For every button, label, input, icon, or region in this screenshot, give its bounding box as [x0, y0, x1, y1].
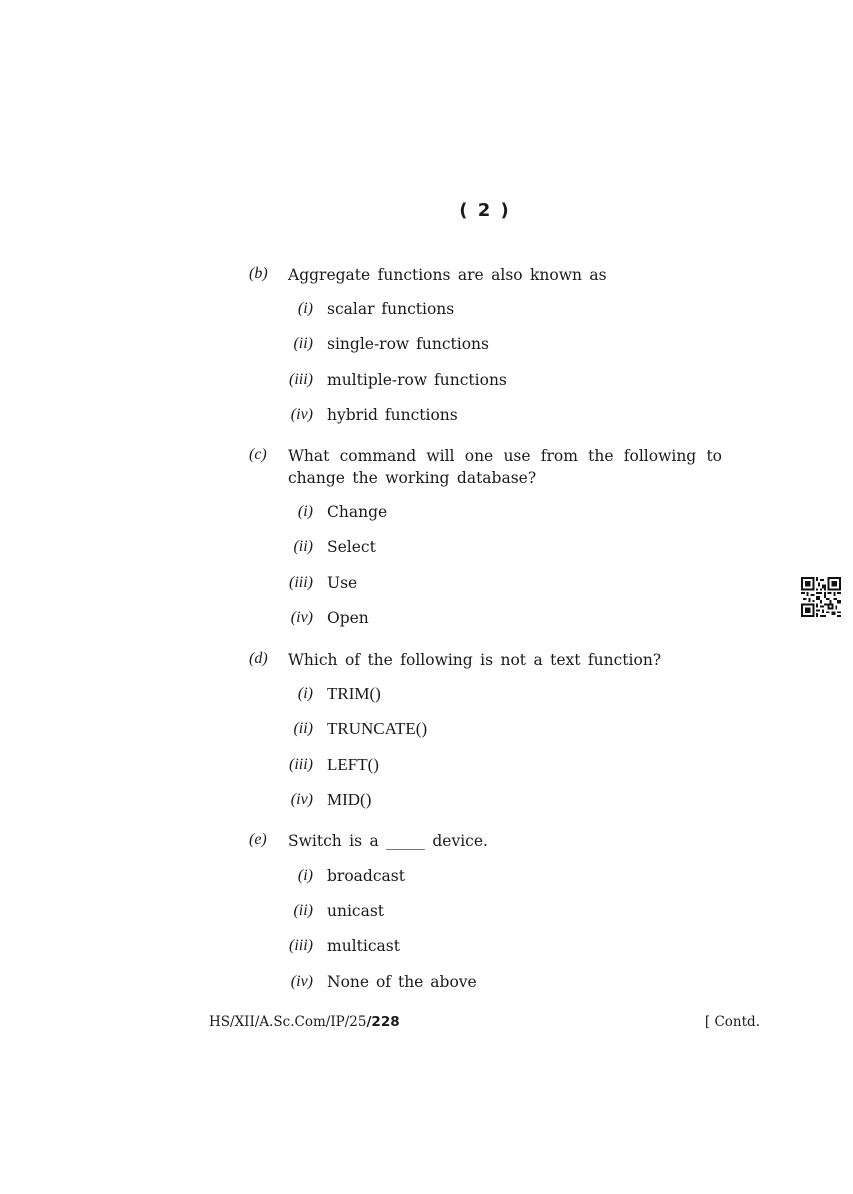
continued-note: [ Contd. [704, 1014, 760, 1030]
option-text: Change [327, 503, 388, 521]
option-label: (iv) [290, 791, 313, 808]
paper-code [209, 1014, 400, 1030]
option-text: LEFT() [327, 755, 379, 774]
option-label: (iv) [290, 609, 313, 626]
option-text: Open [327, 609, 369, 627]
option-text: single-row functions [327, 335, 489, 353]
option-text: None of the above [327, 973, 477, 991]
option-label: (i) [297, 300, 313, 317]
option-label: (iii) [289, 574, 313, 591]
option-text: hybrid functions [327, 406, 458, 424]
question-label: (d) [249, 650, 268, 667]
question-label: (b) [249, 265, 268, 282]
option-text: MID() [327, 790, 372, 809]
option-label: (ii) [293, 902, 313, 919]
paper-code-prefix: HS/XII/A.Sc.Com/IP/25 [209, 1014, 367, 1030]
question-label: (e) [249, 831, 267, 848]
option-label: (iii) [289, 937, 313, 954]
question-text: Aggregate functions are also known as [288, 266, 607, 284]
question-text: What command will one use from the following to change the working database? [288, 447, 722, 487]
question-text: Switch is a _____ device. [288, 832, 488, 850]
option-label: (iv) [290, 973, 313, 990]
option-label: (i) [297, 685, 313, 702]
option-text: scalar functions [327, 300, 455, 318]
option-label: (ii) [293, 335, 313, 352]
option-label: (iii) [289, 371, 313, 388]
option-text: Select [327, 538, 376, 556]
option-label: (ii) [293, 538, 313, 555]
option-label: (iv) [290, 406, 313, 423]
option-label: (ii) [293, 720, 313, 737]
page-number: ( 2 ) [459, 200, 511, 221]
option-label: (i) [297, 503, 313, 520]
option-label: (iii) [289, 756, 313, 773]
option-text: broadcast [327, 867, 405, 885]
option-text: TRIM() [327, 684, 381, 703]
option-label: (i) [297, 867, 313, 884]
option-text: multicast [327, 937, 400, 955]
option-text: unicast [327, 902, 385, 920]
paper-code-suffix: /228 [366, 1014, 400, 1030]
question-label: (c) [249, 446, 267, 463]
question-text: Which of the following is not a text function? [288, 651, 662, 669]
option-text: TRUNCATE() [327, 719, 428, 738]
option-text: Use [327, 574, 358, 592]
option-text: multiple-row functions [327, 371, 507, 389]
qr-code-icon [801, 577, 841, 617]
